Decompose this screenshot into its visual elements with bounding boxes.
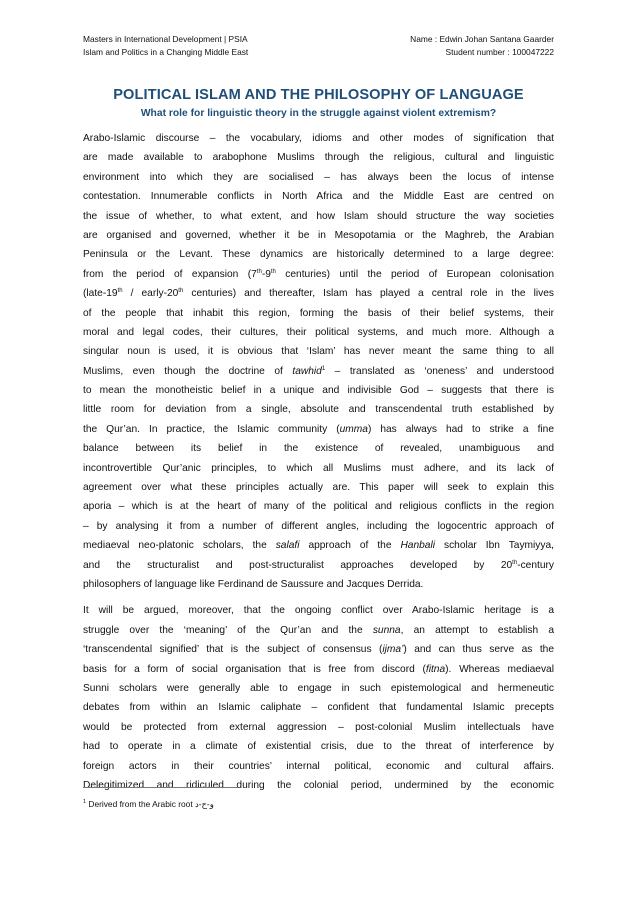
text-line: are organised and governed, whether it be in Mesopotamia or the Maghreb, the Arabian	[83, 229, 554, 241]
text-line: – by analysing it from a number of different angles, including the logocentric approach of	[83, 520, 554, 532]
superscript: th	[117, 288, 123, 295]
superscript: th	[270, 268, 276, 275]
italic-term: umma	[339, 423, 368, 435]
text-line: of the people that inhabit this region, forming the basis of their belief systems, their	[83, 307, 554, 319]
text-line: philosophers of language like Ferdinand de Saussure and Jacques Derrida.	[83, 578, 424, 590]
text-line: basis for a form of social organisation that is free from discord (fitna). Whereas mediaeval	[83, 663, 554, 675]
text-line: little room for deviation from a single, absolute and transcendental truth established by	[83, 404, 554, 416]
text-line: agreement over what these principles actually are. This paper will seek to explain this	[83, 482, 554, 494]
text-line: (late-19th / early-20th centuries) and thereafter, Islam has played a central role in the lives	[83, 288, 554, 300]
text-line: Sunni scholars were generally able to engage in such epistemological and hermeneutic	[83, 682, 554, 694]
text-line: struggle over the ‘meaning’ of the Qur’an and the sunna, an attempt to establish a	[83, 624, 554, 636]
superscript: th	[256, 268, 262, 275]
italic-term: ijma’	[382, 644, 404, 656]
text-line: debates from within an Islamic caliphate – confident that fundamental Islamic precepts	[83, 702, 554, 714]
footnote	[83, 799, 554, 809]
italic-term: Hanbali	[400, 540, 436, 552]
text-line: to mean the monotheistic belief in a unique and indivisible God – suggests that there is	[83, 385, 554, 397]
paper-title: POLITICAL ISLAM AND THE PHILOSOPHY OF LANGUAGE	[113, 87, 524, 103]
text-line: contestation. Innumerable conflicts in North Africa and the Middle East are centred on	[83, 191, 554, 203]
text-line: Arabo-Islamic discourse – the vocabulary, idioms and other modes of signification that	[83, 133, 554, 144]
text-line: Peninsula or the Levant. These dynamics are historically determined to a large degree:	[83, 249, 554, 261]
text-line: are made available to arabophone Muslims through the religious, cultural and linguistic	[83, 152, 554, 164]
body-text	[83, 129, 554, 795]
text-line: the issue of whether, to what extent, and how Islam should structure the way societies	[83, 210, 554, 222]
footnote-text: Derived from the Arabic root و-ح-د	[86, 799, 214, 809]
italic-term: salafi	[275, 540, 300, 552]
superscript: th	[512, 559, 518, 566]
text-line: would be protected from external aggression – post-colonial Muslim intellectuals have	[83, 721, 554, 733]
italic-term: tawhid	[292, 365, 322, 377]
text-line: ‘transcendental signified’ that is the subject of consensus (ijma’) and can thus serve as the	[83, 644, 555, 656]
paragraph-2	[83, 601, 554, 795]
text-line: environment into which they are socialised – has always been the locus of intense	[83, 171, 554, 183]
text-line: incontrovertible Qur’anic principles, to which all Muslims must adhere, and its lack of	[83, 462, 554, 474]
italic-term: sunna	[372, 624, 401, 636]
text-line: foreign actors in their countries’ internal political, economic and cultural affairs.	[83, 760, 554, 772]
header-course: Islam and Politics in a Changing Middle East	[83, 47, 249, 57]
page-header	[83, 33, 554, 59]
text-line: the Qur’an. In practice, the Islamic community (umma) has always had to strike a fine	[83, 423, 554, 435]
text-line: Muslims, even though the doctrine of tawhid$^1$ – translated as ‘oneness’ and understood	[83, 365, 554, 377]
header-author-name: Name : Edwin Johan Santana Gaarder	[410, 34, 554, 44]
text-line: and the structuralist and post-structuralist approaches developed by 20th-century	[83, 559, 554, 571]
footnote-separator	[83, 787, 238, 788]
paper-subtitle: What role for linguistic theory in the struggle against violent extremism?	[140, 108, 497, 119]
text-line: had to operate in a climate of existential crisis, due to the threat of interference by	[83, 741, 554, 753]
text-line: Delegitimized and ridiculed during the colonial period, undermined by the economic	[83, 779, 554, 791]
text-line: from the period of expansion (7th-9th centuries) until the period of European colonisation	[83, 268, 554, 280]
footnote-mark: 1	[83, 799, 87, 805]
text-line: It will be argued, moreover, that the ongoing conflict over Arabo-Islamic heritage is a	[83, 605, 554, 617]
text-line: balance between its belief in the existence of revealed, unambiguous and	[83, 443, 554, 455]
footnote-reference[interactable]: 1	[321, 365, 326, 372]
text-line: aporia – which is at the heart of many of the political and religious conflicts in the region	[83, 501, 554, 513]
text-line: moral and legal codes, their cultures, their political systems, and much more. Although a	[83, 326, 554, 338]
header-program: Masters in International Development | PSIA	[83, 34, 248, 44]
italic-term: fitna	[425, 663, 446, 675]
header-student-number: Student number : 100047222	[445, 47, 554, 57]
superscript: th	[178, 288, 184, 295]
text-line: singular noun is used, it is obvious that ‘Islam’ has never meant the same thing to all	[83, 346, 554, 358]
paragraph-1	[83, 129, 554, 594]
text-line: mediaeval neo-platonic scholars, the salafi approach of the Hanbali scholar Ibn Taymiyya,	[83, 540, 554, 552]
